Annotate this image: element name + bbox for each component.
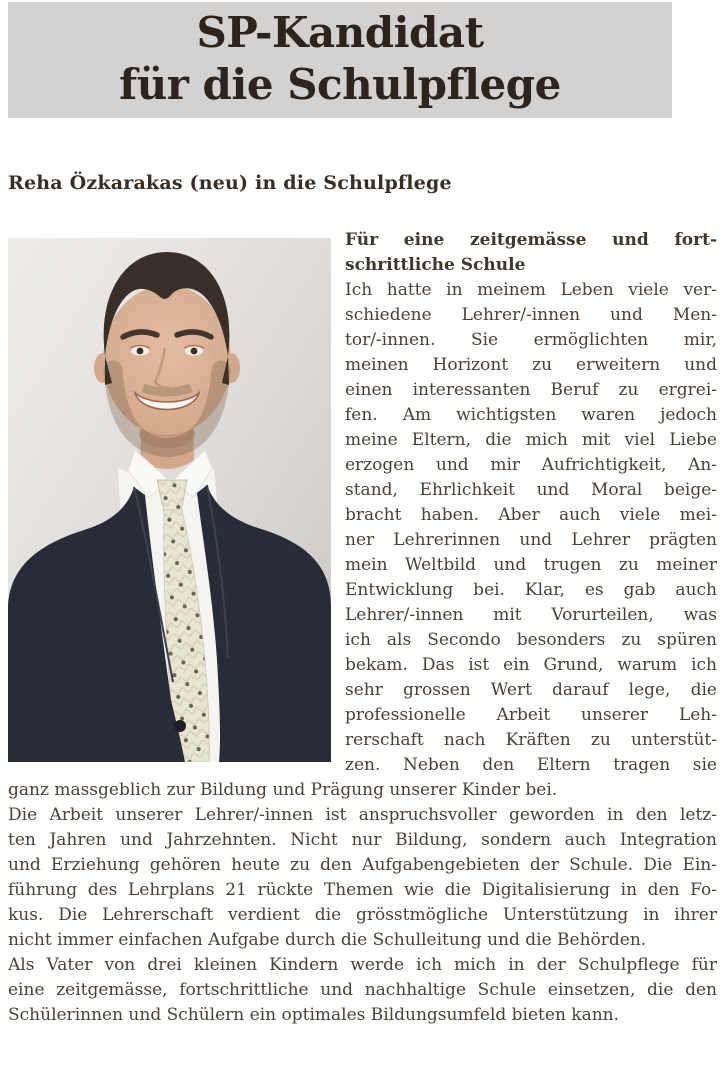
text-line: Für eine zeitgemässe und fort- — [345, 230, 717, 250]
text-line: führung des Lehrplans 21 rückte Themen wie die Digitalisierung in den Fo- — [8, 880, 717, 900]
text-line: rerschaft nach Kräften zu unterstüt- — [345, 730, 717, 750]
text-line: kus. Die Lehrerschaft verdient die grösstmögliche Unterstützung in ihrer — [8, 905, 717, 925]
text-line: Als Vater von drei kleinen Kindern werde ich mich in der Schulpflege für — [8, 955, 717, 975]
text-line: nicht immer einfachen Aufgabe durch die Schulleitung und die Behörden. — [8, 930, 647, 950]
page-title-line2: für die Schulpflege — [119, 60, 561, 109]
text-line: meinen Horizont zu erweitern und — [345, 355, 717, 375]
text-line: ganz massgeblich zur Bildung und Prägung unserer Kinder bei. — [8, 780, 558, 800]
text-line: meine Eltern, die mich mit viel Liebe — [345, 430, 717, 450]
text-line: bracht haben. Aber auch viele mei- — [345, 505, 717, 525]
text-line: stand, Ehrlichkeit und Moral beige- — [345, 480, 717, 500]
text-line: Die Arbeit unserer Lehrer/-innen ist anspruchsvoller geworden in den letz- — [8, 805, 717, 825]
portrait-photo-image — [8, 238, 331, 762]
article-body — [8, 228, 717, 1028]
page-title-line1: SP-Kandidat — [196, 8, 484, 57]
text-line: tor/-innen. Sie ermöglichten mir, — [345, 330, 717, 350]
text-line: und Erziehung gehören heute zu den Aufgabengebieten der Schule. Die Ein- — [8, 855, 717, 875]
text-line: einen interessanten Beruf zu ergrei- — [345, 380, 717, 400]
text-line: ich als Secondo besonders zu spüren — [345, 630, 717, 650]
text-line: erzogen und mir Aufrichtigkeit, An- — [345, 455, 717, 475]
text-line: ner Lehrerinnen und Lehrer prägten — [345, 530, 717, 550]
header-banner — [8, 2, 672, 118]
subheading: Reha Özkarakas (neu) in die Schulpflege — [8, 172, 452, 194]
text-line: Ich hatte in meinem Leben viele ver- — [345, 280, 717, 300]
text-line: schiedene Lehrer/-innen und Men- — [345, 305, 717, 325]
text-line: Schülerinnen und Schülern ein optimales Bildungsumfeld bieten kann. — [8, 1005, 620, 1025]
text-line: Entwicklung bei. Klar, es gab auch — [345, 580, 717, 600]
text-line: schrittliche Schule — [345, 255, 526, 275]
text-line: Lehrer/-innen mit Vorurteilen, was — [345, 605, 717, 625]
text-line: fen. Am wichtigsten waren jedoch — [345, 405, 717, 425]
text-line: eine zeitgemässe, fortschrittliche und nachhaltige Schule einsetzen, die den — [8, 980, 717, 1000]
text-line: sehr grossen Wert darauf lege, die — [345, 680, 717, 700]
text-line: bekam. Das ist ein Grund, warum ich — [345, 655, 717, 675]
text-line: mein Weltbild und trugen zu meiner — [345, 555, 717, 575]
page-title — [8, 2, 672, 111]
text-line: ten Jahren und Jahrzehnten. Nicht nur Bildung, sondern auch Integration — [8, 830, 717, 850]
text-line: zen. Neben den Eltern tragen sie — [345, 755, 717, 775]
portrait-photo — [8, 238, 331, 762]
text-line: professionelle Arbeit unserer Leh- — [345, 705, 717, 725]
